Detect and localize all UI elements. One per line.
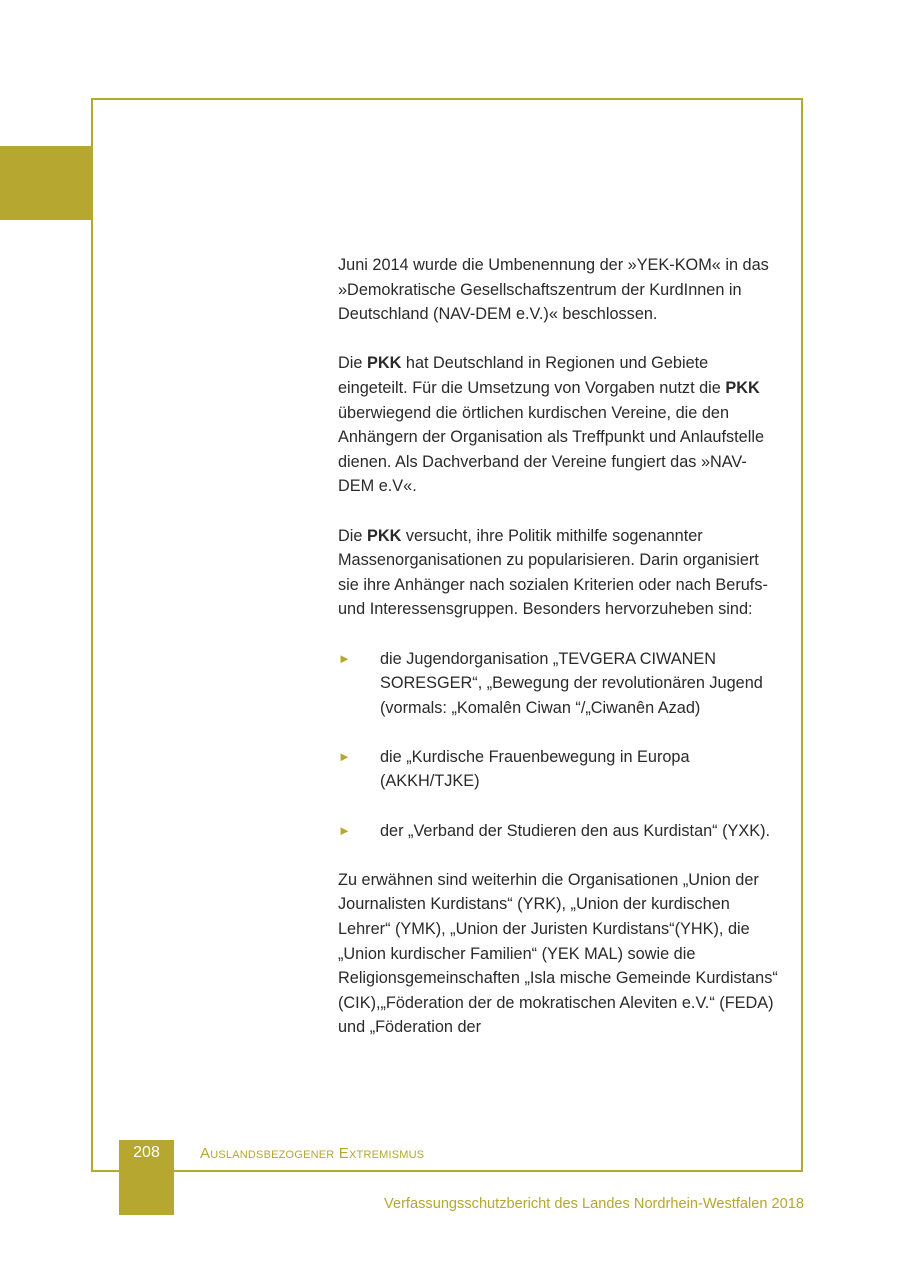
bullet-list bbox=[338, 647, 778, 844]
bullet-text: die „Kurdische Frauenbewegung in Europa (AKKH/TJKE) bbox=[380, 747, 690, 791]
bullet-item bbox=[338, 819, 778, 844]
text-segment: versucht, ihre Politik mithilfe sogenannter Massenorganisationen zu popularisieren. Darin organisiert sie ihre Anhänger nach sozialen Kriterien oder nach Berufs- und Interessensgruppen. Besonders hervorzuheben sind: bbox=[338, 526, 768, 619]
body-paragraph bbox=[338, 351, 778, 499]
body-paragraph bbox=[338, 253, 778, 327]
triangle-bullet-icon: ► bbox=[338, 650, 351, 666]
triangle-bullet-icon: ► bbox=[338, 822, 351, 838]
text-segment: hat Deutschland in Regionen und Gebiete eingeteilt. Für die Umsetzung von Vorgaben nutzt die bbox=[338, 354, 726, 397]
text-segment: Juni 2014 wurde die Umbenennung der »YEK-KOM« in das »Demokratische Gesellschaftszentrum der KurdInnen in Deutschland (NAV-DEM e.V.)« beschlossen. bbox=[338, 256, 769, 324]
text-segment: Die bbox=[338, 354, 367, 373]
body-paragraph bbox=[338, 524, 778, 622]
text-segment: Die bbox=[338, 526, 367, 545]
bullet-text: der „Verband der Studieren den aus Kurdistan“ (YXK). bbox=[380, 821, 771, 840]
bullet-text: die Jugendorganisation „TEVGERA CIWANEN SORESGER“, „Bewegung der revolutionären Jugend (vormals: „Komalên Ciwan “/„Ciwanên Azad) bbox=[380, 649, 763, 717]
section-title: Auslandsbezogener Extremismus bbox=[200, 1145, 425, 1162]
publication-footer: Verfassungsschutzbericht des Landes Nordrhein-Westfalen 2018 bbox=[384, 1196, 804, 1212]
page-number: 208 bbox=[133, 1144, 160, 1161]
side-tab-marker bbox=[0, 146, 91, 220]
bullet-item bbox=[338, 745, 778, 794]
bold-term: PKK bbox=[366, 354, 402, 373]
bold-term: PKK bbox=[366, 526, 402, 545]
triangle-bullet-icon: ► bbox=[338, 748, 351, 764]
text-segment: überwiegend die örtlichen kurdischen Vereine, die den Anhängern der Organisation als Treffpunkt und Anlaufstelle dienen. Als Dachverband der Vereine fungiert das »NAV-DEM e.V«. bbox=[338, 403, 765, 496]
closing-paragraph: Zu erwähnen sind weiterhin die Organisationen „Union der Journalisten Kurdistans“ (YRK), „Union der kurdischen Lehrer“ (YMK), „Union der Juristen Kurdistans“(YHK), die „Union kurdischer Familien“ (YEK MAL) sowie die Religionsgemeinschaften „Isla mische Gemeinde Kurdistans“ (CIK),„Föderation der de mokratischen Aleviten e.V.“ (FEDA) und „Föderation der bbox=[338, 870, 778, 1037]
body-paragraphs bbox=[338, 253, 778, 622]
bold-term: PKK bbox=[725, 378, 760, 397]
main-content bbox=[338, 253, 778, 1065]
bullet-item bbox=[338, 647, 778, 721]
